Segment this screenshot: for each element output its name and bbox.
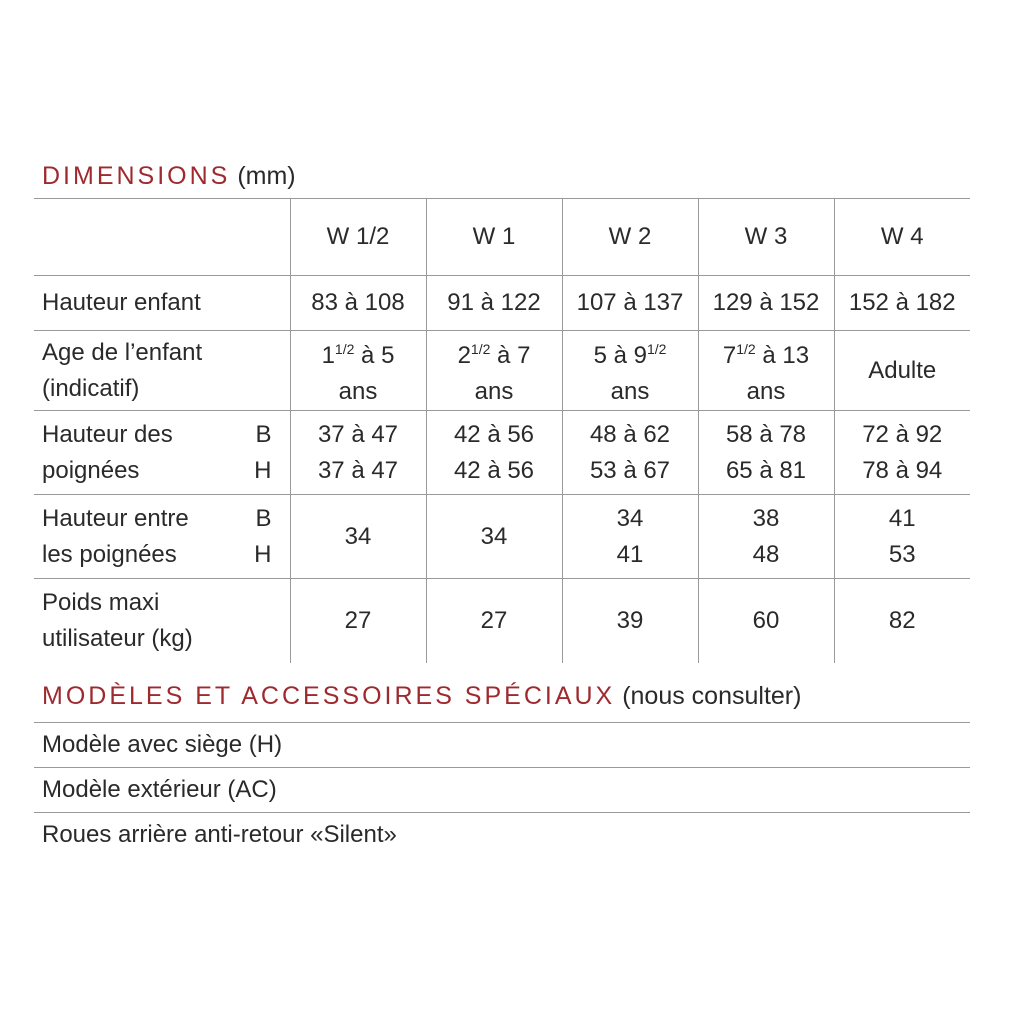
- row-label-line: Age de l’enfant: [42, 338, 203, 366]
- list-item: Modèle avec siège (H): [34, 722, 970, 767]
- table-cell: 58 à 78 65 à 81: [698, 411, 834, 495]
- models-list: [34, 722, 970, 857]
- row-label-hauteur-enfant: Hauteur enfant: [42, 289, 201, 316]
- dimensions-heading: [42, 162, 296, 191]
- dimensions-table: [34, 198, 970, 663]
- table-row-hauteur-poignees: [34, 411, 970, 495]
- table-row-poids: [34, 579, 970, 663]
- table-cell: $7^{1/2}$ à 13 ans: [698, 331, 834, 411]
- dimensions-unit: (mm): [237, 162, 296, 190]
- row-label-line: (indicatif): [42, 374, 140, 402]
- table-cell: 48 à 62 53 à 67: [562, 411, 698, 495]
- row-label-age: [34, 331, 290, 411]
- dimensions-title: DIMENSIONS: [42, 162, 231, 190]
- column-header-w4: W 4: [834, 199, 970, 276]
- models-heading: [42, 682, 801, 711]
- table-cell: 152 à 182: [834, 276, 970, 331]
- marker-h: H: [254, 540, 272, 568]
- table-cell: 129 à 152: [698, 276, 834, 331]
- table-cell: 82: [834, 579, 970, 663]
- table-row-hauteur-entre: [34, 495, 970, 579]
- list-item: Modèle extérieur (AC): [34, 767, 970, 812]
- table-cell: $2^{1/2}$ à 7 ans: [426, 331, 562, 411]
- row-label-hauteur-entre: Hauteur entre B les poignées H: [34, 495, 290, 579]
- models-title: MODÈLES ET ACCESSOIRES SPÉCIAUX: [42, 682, 616, 710]
- table-cell: 91 à 122: [426, 276, 562, 331]
- table-cell: 42 à 56 42 à 56: [426, 411, 562, 495]
- table-row-age: [34, 331, 970, 411]
- row-label-poids: Poids maxi utilisateur (kg): [42, 588, 193, 652]
- column-header-w2: W 2: [562, 199, 698, 276]
- table-cell: $1^{1/2}$ à 5 ans: [290, 331, 426, 411]
- table-cell: 41 53: [834, 495, 970, 579]
- table-cell: 39: [562, 579, 698, 663]
- table-cell: Adulte: [834, 331, 970, 411]
- column-header-w-half: W 1/2: [290, 199, 426, 276]
- marker-b: B: [255, 420, 272, 448]
- table-cell: 72 à 92 78 à 94: [834, 411, 970, 495]
- row-label-hauteur-poignees: Hauteur des B poignées H: [34, 411, 290, 495]
- models-suffix: (nous consulter): [622, 682, 802, 710]
- table-header-row: [34, 199, 970, 276]
- table-cell: 34: [290, 495, 426, 579]
- table-cell: 83 à 108: [290, 276, 426, 331]
- table-cell: 27: [426, 579, 562, 663]
- table-row-hauteur-enfant: [34, 276, 970, 331]
- table-cell: 34: [426, 495, 562, 579]
- column-header-w3: W 3: [698, 199, 834, 276]
- table-cell: 60: [698, 579, 834, 663]
- list-item: Roues arrière anti-retour «Silent»: [34, 812, 970, 857]
- table-cell: 38 48: [698, 495, 834, 579]
- table-cell: 107 à 137: [562, 276, 698, 331]
- marker-h: H: [254, 456, 272, 484]
- table-cell: 37 à 47 37 à 47: [290, 411, 426, 495]
- table-cell: 27: [290, 579, 426, 663]
- marker-b: B: [255, 504, 272, 532]
- table-cell: 34 41: [562, 495, 698, 579]
- table-cell: 5 à $9^{1/2}$ ans: [562, 331, 698, 411]
- column-header-w1: W 1: [426, 199, 562, 276]
- header-empty-cell: [34, 199, 290, 276]
